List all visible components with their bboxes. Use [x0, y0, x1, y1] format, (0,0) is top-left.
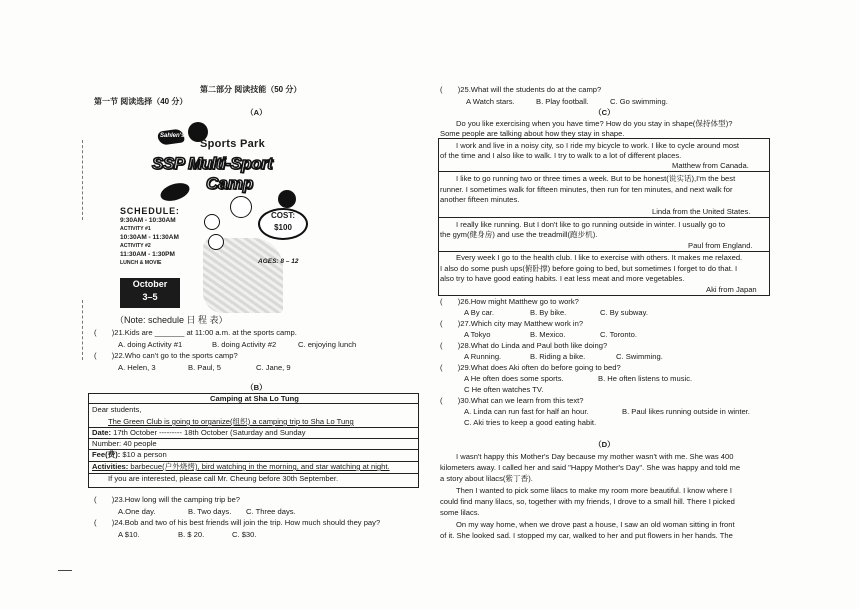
- passage-label-b: （B）: [246, 383, 267, 392]
- ad-park-name: Sports Park: [200, 138, 266, 150]
- q22-option-c: C. Jane, 9: [256, 363, 291, 372]
- aki-line-2: I also do some push ups(俯卧撑) before going to bed, but sometimes I forget to do that. I: [440, 264, 738, 273]
- q27-option-b: B. Mexico.: [530, 330, 566, 339]
- notice-number: Number: 40 people: [92, 439, 157, 448]
- passage-label-c: （C）: [594, 108, 615, 117]
- schedule-time-2: 10:30AM - 11:30AM: [120, 234, 179, 241]
- notice-divider: [88, 403, 418, 404]
- notice-title: Camping at Sha Lo Tung: [210, 394, 299, 403]
- q29-option-a: A He often does some sports.: [464, 374, 564, 383]
- q26-option-b: B. By bike.: [530, 308, 567, 317]
- linda-signature: Linda from the United States.: [652, 207, 751, 216]
- q24-option-a: A $10.: [118, 530, 140, 539]
- schedule-time-1: 9:30AM - 10:30AM: [120, 217, 176, 224]
- passage-d-line-5: could find many lilacs, so, together with my friends, I drove to a small hill. There I picked: [440, 497, 735, 506]
- schedule-time-3: 11:30AM - 1:30PM: [120, 251, 175, 258]
- table-divider: [438, 217, 769, 218]
- q24-option-b: B. $ 20.: [178, 530, 205, 539]
- q30-option-b: B. Paul likes running outside in winter.: [622, 407, 750, 416]
- cost-value: $100: [274, 223, 292, 232]
- question-22: ( )22.Who can't go to the sports camp?: [94, 351, 238, 360]
- q28-option-c: C. Swimming.: [616, 352, 663, 361]
- q29-option-b: B. He often listens to music.: [598, 374, 693, 383]
- notice-activities: [92, 462, 390, 471]
- aki-signature: Aki from Japan: [706, 285, 757, 294]
- schedule-activity-3: LUNCH & MOVIE: [120, 260, 162, 266]
- page-corner-mark: [58, 570, 72, 571]
- logo-text: Sahlen's: [160, 133, 185, 139]
- volleyball-icon: [208, 234, 224, 250]
- question-24: ( )24.Bob and two of his best friends will join the trip. How much should they pay?: [94, 518, 381, 527]
- q25-option-b: B. Play football.: [536, 97, 589, 106]
- passage-d-line-2: kilometers away. I called her and said "Happy Mother's Day". She was happy and told me: [440, 463, 741, 472]
- q29-option-c: C He often watches TV.: [464, 385, 544, 394]
- soccer-ball-icon: [230, 196, 252, 218]
- cost-label: COST:: [271, 211, 295, 220]
- sports-camp-ad: [108, 118, 353, 316]
- basketball-icon: [278, 190, 296, 208]
- notice-contact: If you are interested, please call Mr. Cheung before 30th September.: [108, 474, 339, 483]
- linda-line-2: runner. I sometimes walk for fifteen minutes, then run for ten minutes, and next walk for: [440, 185, 733, 194]
- q30-option-a: A. Linda can run fast for half an hour.: [464, 407, 589, 416]
- question-29: ( )29.What does Aki often do before going to bed?: [440, 363, 621, 372]
- section-header: 第一节 阅读选择（40 分）: [94, 97, 188, 106]
- q27-option-a: A Tokyo: [464, 330, 491, 339]
- paul-line-2: the gym(健身房) and use the treadmill(跑步机).: [440, 230, 598, 239]
- cost-badge: [258, 208, 308, 240]
- q23-option-c: C. Three days.: [246, 507, 296, 516]
- schedule-activity-2: ACTIVITY #2: [120, 243, 151, 249]
- ad-schedule-title: SCHEDULE:: [120, 206, 180, 216]
- notice-date-label: Date:: [92, 428, 111, 437]
- question-30: ( )30.What can we learn from this text?: [440, 396, 584, 405]
- table-divider: [438, 251, 769, 252]
- matthew-signature: Matthew from Canada.: [672, 161, 749, 170]
- q25-option-c: C. Go swimming.: [610, 97, 668, 106]
- question-27: ( )27.Which city may Matthew work in?: [440, 319, 584, 328]
- question-28: ( )28.What do Linda and Paul both like doing?: [440, 341, 608, 350]
- binding-margin-line: [82, 300, 83, 360]
- question-23: ( )23.How long will the camping trip be?: [94, 495, 241, 504]
- passage-label-a: （A）: [246, 108, 267, 117]
- q28-option-a: A Running.: [464, 352, 502, 361]
- notice-activities-label: Activities:: [92, 462, 129, 471]
- baseball-icon: [204, 214, 220, 230]
- table-divider: [438, 171, 769, 172]
- football-icon: [158, 180, 191, 204]
- notice-fee: [92, 450, 167, 459]
- passage-d-line-7: On my way home, when we drove past a house, I saw an old woman sitting in front: [456, 520, 735, 529]
- passage-d-line-1: I wasn't happy this Mother's Day because my mother wasn't with me. She was 400: [456, 452, 734, 461]
- aki-line-1: Every week I go to the health club. I like to exercise with others. It makes me relaxed.: [456, 253, 743, 262]
- passage-d-line-4: Then I wanted to pick some lilacs to make my room more beautiful. I know where I: [456, 486, 733, 495]
- ages-text: AGES: 8 – 12: [258, 258, 299, 265]
- q30-option-c: C. Aki tries to keep a good eating habit.: [464, 418, 597, 427]
- notice-greeting: Dear students,: [92, 405, 142, 414]
- schedule-note: （Note: schedule 日 程 表）: [115, 315, 228, 325]
- linda-line-3: another fifteen minutes.: [440, 195, 520, 204]
- passage-label-d: （D）: [594, 440, 615, 449]
- q21-option-c: C. enjoying lunch: [298, 340, 357, 349]
- question-21: ( )21.Kids are _______ at 11:00 a.m. at the sports camp.: [94, 328, 297, 337]
- q21-option-b: B. doing Activity #2: [212, 340, 277, 349]
- notice-date-text: 17th October --------- 18th October (Saturday and Sunday: [111, 428, 306, 437]
- q23-option-b: B. Two days.: [188, 507, 232, 516]
- dates-block: [120, 278, 180, 308]
- matthew-line-1: I work and live in a noisy city, so I ride my bicycle to work. I like to cycle around most: [456, 141, 740, 150]
- q24-option-c: C. $30.: [232, 530, 257, 539]
- notice-activities-text: barbecue(户外烧烤), bird watching in the morning, and star watching at night.: [128, 462, 390, 471]
- notice-body: The Green Club is going to organize(组织) a camping trip to Sha Lo Tung: [108, 417, 354, 426]
- q22-option-a: A. Helen, 3: [118, 363, 156, 372]
- q23-option-a: A.One day.: [118, 507, 156, 516]
- passage-c-intro-1: Do you like exercising when you have time? How do you stay in shape(保持体型)?: [456, 119, 733, 128]
- q25-option-a: A Watch stars.: [466, 97, 515, 106]
- q27-option-c: C. Toronto.: [600, 330, 638, 339]
- ad-title-line2: Camp: [206, 174, 254, 193]
- linda-line-1: I like to go running two or three times a week. But to be honest(说实话),I'm the best: [456, 174, 736, 183]
- q28-option-b: B. Riding a bike.: [530, 352, 586, 361]
- question-25: ( )25.What will the students do at the camp?: [440, 85, 602, 94]
- paul-signature: Paul from England.: [688, 241, 753, 250]
- schedule-activity-1: ACTIVITY #1: [120, 226, 151, 232]
- q21-option-a: A. doing Activity #1: [118, 340, 183, 349]
- dates-days: 3–5: [142, 292, 158, 302]
- q26-option-c: C. By subway.: [600, 308, 648, 317]
- q22-option-b: B. Paul, 5: [188, 363, 221, 372]
- question-26: ( )26.How might Matthew go to work?: [440, 297, 579, 306]
- dates-month: October: [132, 279, 168, 289]
- binding-margin-line: [82, 140, 83, 220]
- part-header: 第二部分 阅读技能（50 分）: [200, 85, 302, 94]
- notice-fee-label: Fee(费):: [92, 450, 121, 459]
- aki-line-3: also try to have good eating habits. I eat less meat and more vegetables.: [440, 274, 685, 283]
- passage-d-line-8: of it. She looked sad. I stopped my car, walked to her and put flowers in her hands. The: [440, 531, 733, 540]
- matthew-line-2: of the time and I also like to walk. I try to walk to a lot of different places.: [440, 151, 682, 160]
- notice-date: [92, 428, 306, 437]
- ad-title-line1: SSP Multi-Sport: [152, 154, 273, 173]
- passage-c-intro-2: Some people are talking about how they stay in shape.: [440, 129, 625, 138]
- q26-option-a: A By car.: [464, 308, 494, 317]
- passage-d-line-3: a story about lilacs(紫丁香).: [440, 474, 533, 483]
- notice-fee-text: $10 a person: [120, 450, 167, 459]
- paul-line-1: I really like running. But I don't like to go running outside in winter. I usually go to: [456, 220, 726, 229]
- passage-d-line-6: some lilacs.: [440, 508, 480, 517]
